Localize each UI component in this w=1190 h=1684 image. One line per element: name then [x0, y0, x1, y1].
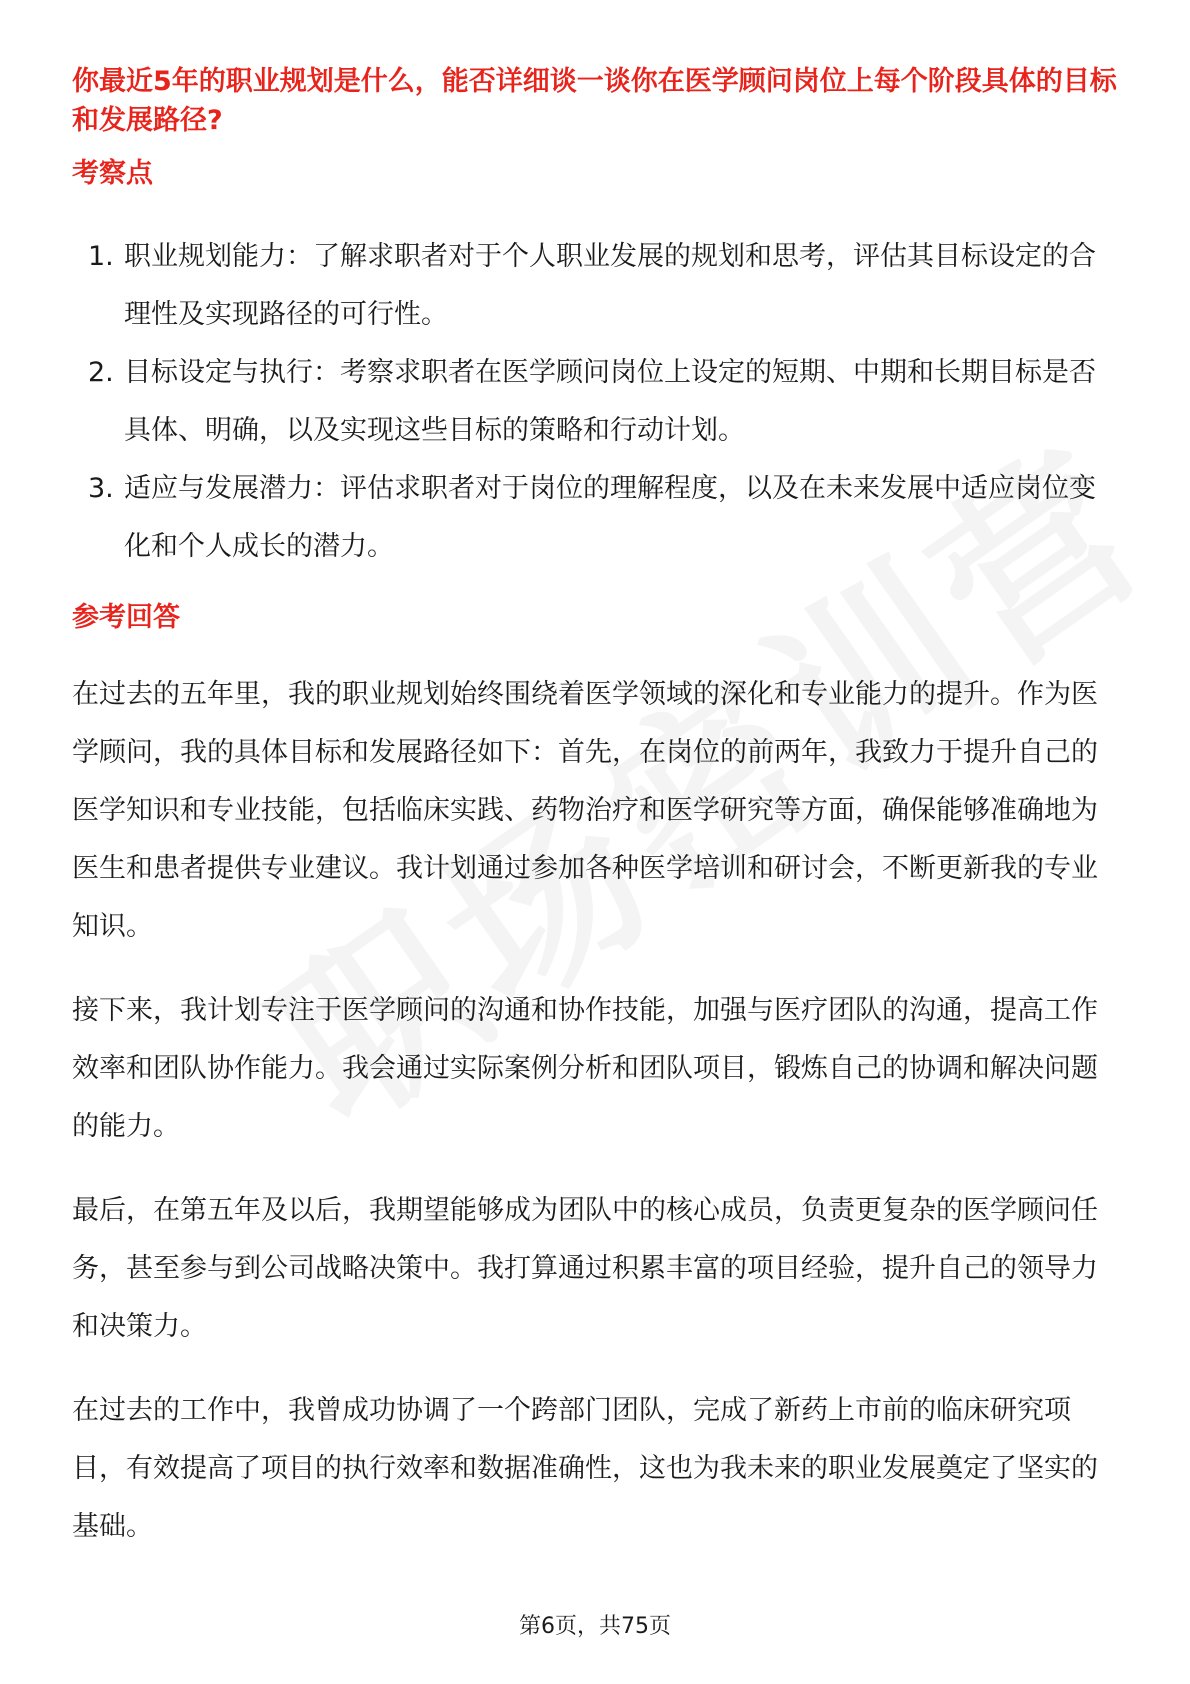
list-item-text: 适应与发展潜力：评估求职者对于岗位的理解程度，以及在未来发展中适应岗位变化和个人成长的潜力。	[124, 473, 1096, 562]
list-item-number: 2.	[88, 357, 114, 388]
page-number: 第6页，共75页	[519, 1614, 671, 1639]
question-title: 你最近5年的职业规划是什么，能否详细谈一谈你在医学顾问岗位上每个阶段具体的目标和发展路径?	[72, 66, 1117, 136]
section-title-points: 考察点	[72, 158, 153, 189]
list-item-text: 目标设定与执行：考察求职者在医学顾问岗位上设定的短期、中期和长期目标是否具体、明确，以及实现这些目标的策略和行动计划。	[124, 357, 1096, 446]
answer-paragraph: 最后，在第五年及以后，我期望能够成为团队中的核心成员，负责更复杂的医学顾问任务，甚至参与到公司战略决策中。我打算通过积累丰富的项目经验，提升自己的领导力和决策力。	[72, 1195, 1098, 1342]
section-title-answer: 参考回答	[72, 602, 180, 633]
answer-paragraph: 接下来，我计划专注于医学顾问的沟通和协作技能，加强与医疗团队的沟通，提高工作效率和团队协作能力。我会通过实际案例分析和团队项目，锻炼自己的协调和解决问题的能力。	[72, 995, 1098, 1142]
answer-paragraph: 在过去的工作中，我曾成功协调了一个跨部门团队，完成了新药上市前的临床研究项目，有效提高了项目的执行效率和数据准确性，这也为我未来的职业发展奠定了坚实的基础。	[72, 1395, 1098, 1542]
list-item-number: 1.	[88, 241, 114, 272]
answer-paragraph: 在过去的五年里，我的职业规划始终围绕着医学领域的深化和专业能力的提升。作为医学顾问，我的具体目标和发展路径如下：首先，在岗位的前两年，我致力于提升自己的医学知识和专业技能，包括临床实践、药物治疗和医学研究等方面，确保能够准确地为医生和患者提供专业建议。我计划通过参加各种医学培训和研讨会，不断更新我的专业知识。	[72, 679, 1098, 942]
points-list	[72, 228, 1122, 576]
list-item-text: 职业规划能力：了解求职者对于个人职业发展的规划和思考，评估其目标设定的合理性及实现路径的可行性。	[124, 241, 1096, 330]
list-item	[72, 460, 1122, 576]
list-item-number: 3.	[88, 473, 114, 504]
list-item	[72, 228, 1122, 344]
list-item	[72, 344, 1122, 460]
